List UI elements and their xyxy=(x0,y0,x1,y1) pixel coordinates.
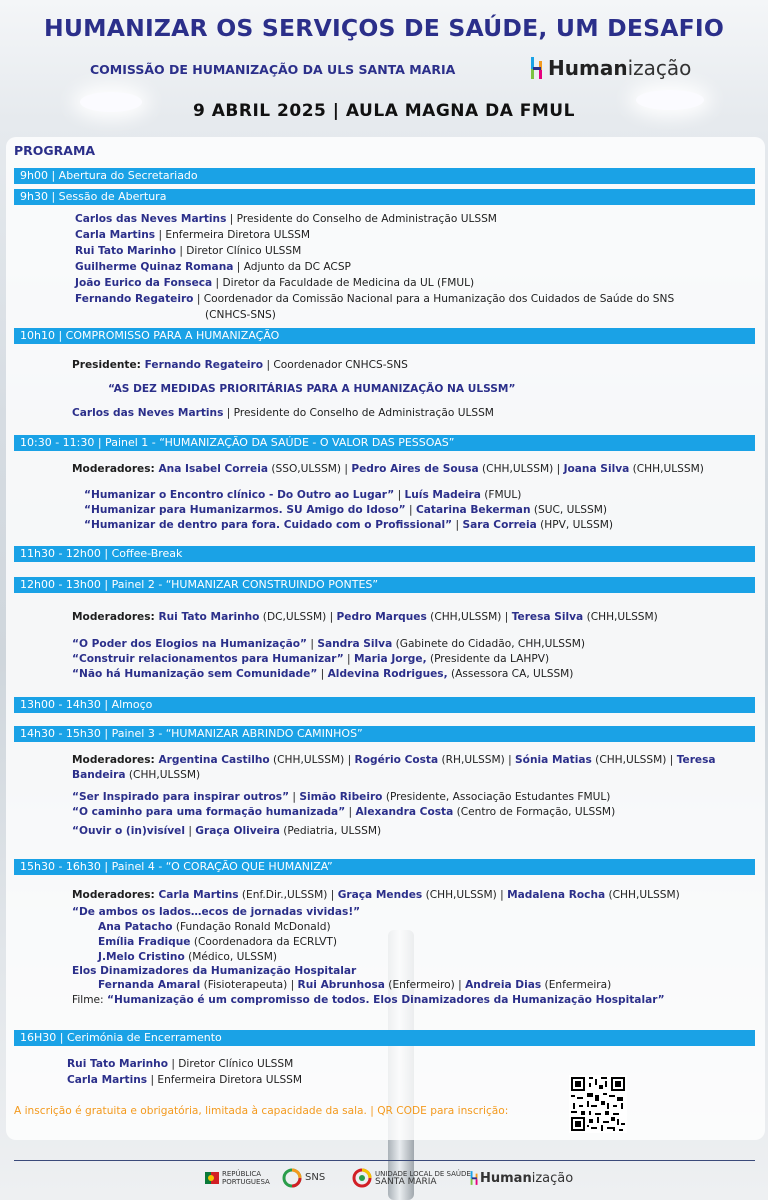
schedule-bar: 12h00 - 13h00 | Painel 2 - “HUMANIZAR CONSTRUINDO PONTES” xyxy=(14,577,755,593)
uls-circle-icon xyxy=(352,1168,372,1188)
president-line: Presidente: Fernando Regateiro | Coordenador CNHCS-SNS xyxy=(72,359,408,371)
speaker-line: Guilherme Quinaz Romana | Adjunto da DC ACSP xyxy=(75,261,351,273)
uls-santa-maria-logo: UNIDADE LOCAL DE SAÚDE SANTA MARIA xyxy=(352,1166,471,1190)
speaker-line: Carla Martins | Enfermeira Diretora ULSSM xyxy=(75,229,311,241)
organizer-subtitle: COMISSÃO DE HUMANIZAÇÃO DA ULS SANTA MARIA xyxy=(90,62,456,77)
schedule-bar: 10h10 | COMPROMISSO PARA A HUMANIZAÇÃO xyxy=(14,328,755,344)
speaker-line: Rui Tato Marinho | Diretor Clínico ULSSM xyxy=(75,245,302,257)
talk-line: “Não há Humanização sem Comunidade” | Aldevina Rodrigues, (Assessora CA, ULSSM) xyxy=(72,668,574,680)
page-title: HUMANIZAR OS SERVIÇOS DE SAÚDE, UM DESAFIO xyxy=(43,14,725,42)
schedule-bar: 14h30 - 15h30 | Painel 3 - “HUMANIZAR ABRINDO CAMINHOS” xyxy=(14,726,755,742)
speaker-line: Carlos das Neves Martins | Presidente do Conselho de Administração ULSSM xyxy=(75,213,497,225)
footer-divider xyxy=(14,1160,755,1161)
moderators-line: Moderadores: Ana Isabel Correia (SSO,ULSSM) | Pedro Aires de Sousa (CHH,ULSSM) | Joana Silva (CHH,ULSSM) xyxy=(72,463,704,475)
republica-portuguesa-logo: REPÚBLICA PORTUGUESA xyxy=(205,1166,270,1190)
talk-line: “Construir relacionamentos para Humanizar” | Maria Jorge, (Presidente da LAHPV) xyxy=(72,653,550,665)
humanizacao-logo xyxy=(530,53,691,83)
logo-word-rest: ização xyxy=(627,56,692,80)
speaker-line: Rui Tato Marinho | Diretor Clínico ULSSM xyxy=(67,1058,294,1070)
schedule-bar: 11h30 - 12h00 | Coffee-Break xyxy=(14,546,755,562)
film-line: Filme: “Humanização é um compromisso de todos. Elos Dinamizadores da Humanização Hospitalar” xyxy=(72,994,665,1006)
sns-circle-icon xyxy=(282,1168,302,1188)
schedule-bar: 9h30 | Sessão de Abertura xyxy=(14,189,755,205)
logo-word-bold: Human xyxy=(548,56,628,80)
registration-note: A inscrição é gratuita e obrigatória, limitada à capacidade da sala. | QR CODE para inscrição: xyxy=(14,1105,509,1117)
schedule-bar: 10:30 - 11:30 | Painel 1 - “HUMANIZAÇÃO DA SAÚDE - O VALOR DAS PESSOAS” xyxy=(14,435,755,451)
speaker-line-continued: (CNHCS-SNS) xyxy=(205,309,276,321)
talk-line: “Humanizar para Humanizarmos. SU Amigo do Idoso” | Catarina Bekerman (SUC, ULSSM) xyxy=(84,504,607,516)
speaker-line: Fernanda Amaral (Fisioterapeuta) | Rui Abrunhosa (Enfermeiro) | Andreia Dias (Enfermeira) xyxy=(98,979,612,991)
speaker-line: Fernando Regateiro | Coordenador da Comissão Nacional para a Humanização dos Cuidados de Saúde do SNS xyxy=(75,293,675,305)
talk-line: “O caminho para uma formação humanizada” | Alexandra Costa (Centro de Formação, ULSSM) xyxy=(72,806,616,818)
speaker-line: J.Melo Cristino (Médico, ULSSM) xyxy=(98,951,277,963)
humanizacao-footer-logo: Humanização xyxy=(470,1166,573,1190)
speaker-line: Carlos das Neves Martins | Presidente do Conselho de Administração ULSSM xyxy=(72,407,494,419)
talk-line: “Ouvir o (in)visível | Graça Oliveira (Pediatria, ULSSM) xyxy=(72,825,382,837)
speaker-line: João Eurico da Fonseca | Diretor da Faculdade de Medicina da UL (FMUL) xyxy=(75,277,475,289)
humanizacao-logo-icon xyxy=(470,1169,480,1187)
moderators-line: Moderadores: Rui Tato Marinho (DC,ULSSM) | Pedro Marques (CHH,ULSSM) | Teresa Silva (CHH,ULSSM) xyxy=(72,611,658,623)
talk-title: “De ambos os lados…ecos de jornadas vividas!” xyxy=(72,906,361,918)
talk-title: “AS DEZ MEDIDAS PRIORITÁRIAS PARA A HUMANIZAÇÃO NA ULSSM” xyxy=(108,383,516,395)
humanizacao-logo-icon xyxy=(530,55,546,81)
event-date-location: 9 ABRIL 2025 | AULA MAGNA DA FMUL xyxy=(193,101,575,121)
talk-line: “O Poder dos Elogios na Humanização” | Sandra Silva (Gabinete do Cidadão, CHH,ULSSM) xyxy=(72,638,586,650)
moderators-line: Moderadores: Argentina Castilho (CHH,ULSSM) | Rogério Costa (RH,ULSSM) | Sónia Matias (CHH,ULSSM) | Teresa xyxy=(72,754,716,766)
portugal-flag-icon xyxy=(205,1170,219,1186)
elos-heading: Elos Dinamizadores da Humanização Hospitalar xyxy=(72,965,357,977)
speaker-line: Carla Martins | Enfermeira Diretora ULSSM xyxy=(67,1074,303,1086)
schedule-bar: 13h00 - 14h30 | Almoço xyxy=(14,697,755,713)
speaker-line: Emília Fradique (Coordenadora da ECRLVT) xyxy=(98,936,337,948)
talk-line: “Humanizar de dentro para fora. Cuidado com o Profissional” | Sara Correia (HPV, ULSSM) xyxy=(84,519,613,531)
moderators-line: Moderadores: Carla Martins (Enf.Dir.,ULSSM) | Graça Mendes (CHH,ULSSM) | Madalena Rocha (CHH,ULSSM) xyxy=(72,889,680,901)
sns-logo: SNS xyxy=(282,1166,325,1190)
talk-line: “Ser Inspirado para inspirar outros” | Simão Ribeiro (Presidente, Associação Estudantes FMUL) xyxy=(72,791,611,803)
registration-qr-code[interactable] xyxy=(569,1075,627,1133)
moderators-line-continued: Bandeira (CHH,ULSSM) xyxy=(72,769,201,781)
speaker-line: Ana Patacho (Fundação Ronald McDonald) xyxy=(98,921,331,933)
program-label: PROGRAMA xyxy=(14,143,96,158)
talk-line: “Humanizar o Encontro clínico - Do Outro ao Lugar” | Luís Madeira (FMUL) xyxy=(84,489,522,501)
schedule-bar: 16H30 | Cerimónia de Encerramento xyxy=(14,1030,755,1046)
schedule-bar: 9h00 | Abertura do Secretariado xyxy=(14,168,755,184)
schedule-bar: 15h30 - 16h30 | Painel 4 - “O CORAÇÃO QUE HUMANIZA” xyxy=(14,859,755,875)
